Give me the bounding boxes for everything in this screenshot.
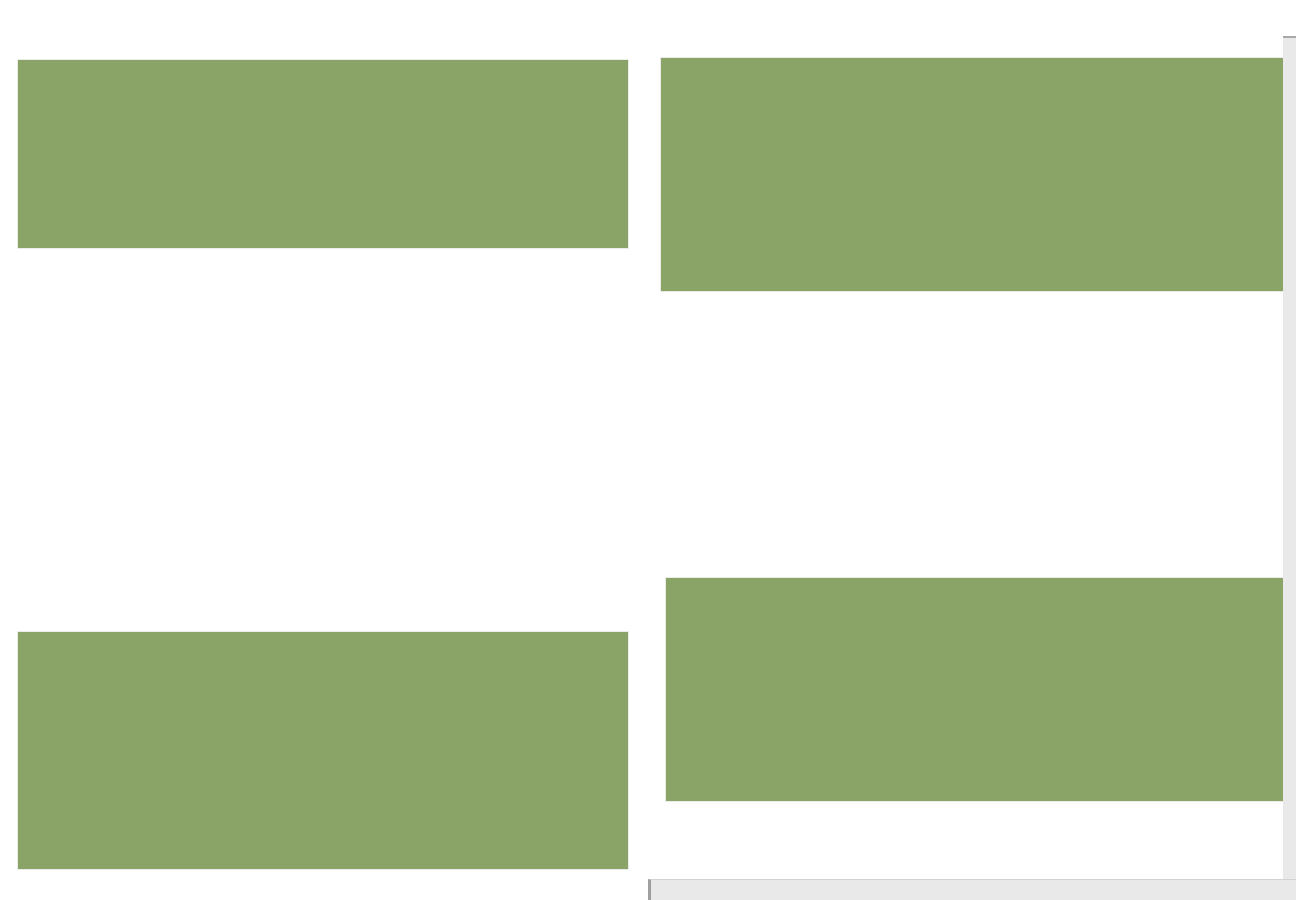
team-photo-green-jerseys	[666, 578, 1286, 801]
viewer-edge-right	[1283, 36, 1296, 900]
team-photo-2017-2018	[18, 60, 628, 248]
team-photo-2016-2017	[661, 58, 1283, 291]
dining-hall-photo	[18, 632, 628, 869]
viewer-edge-bottom	[648, 879, 1296, 900]
